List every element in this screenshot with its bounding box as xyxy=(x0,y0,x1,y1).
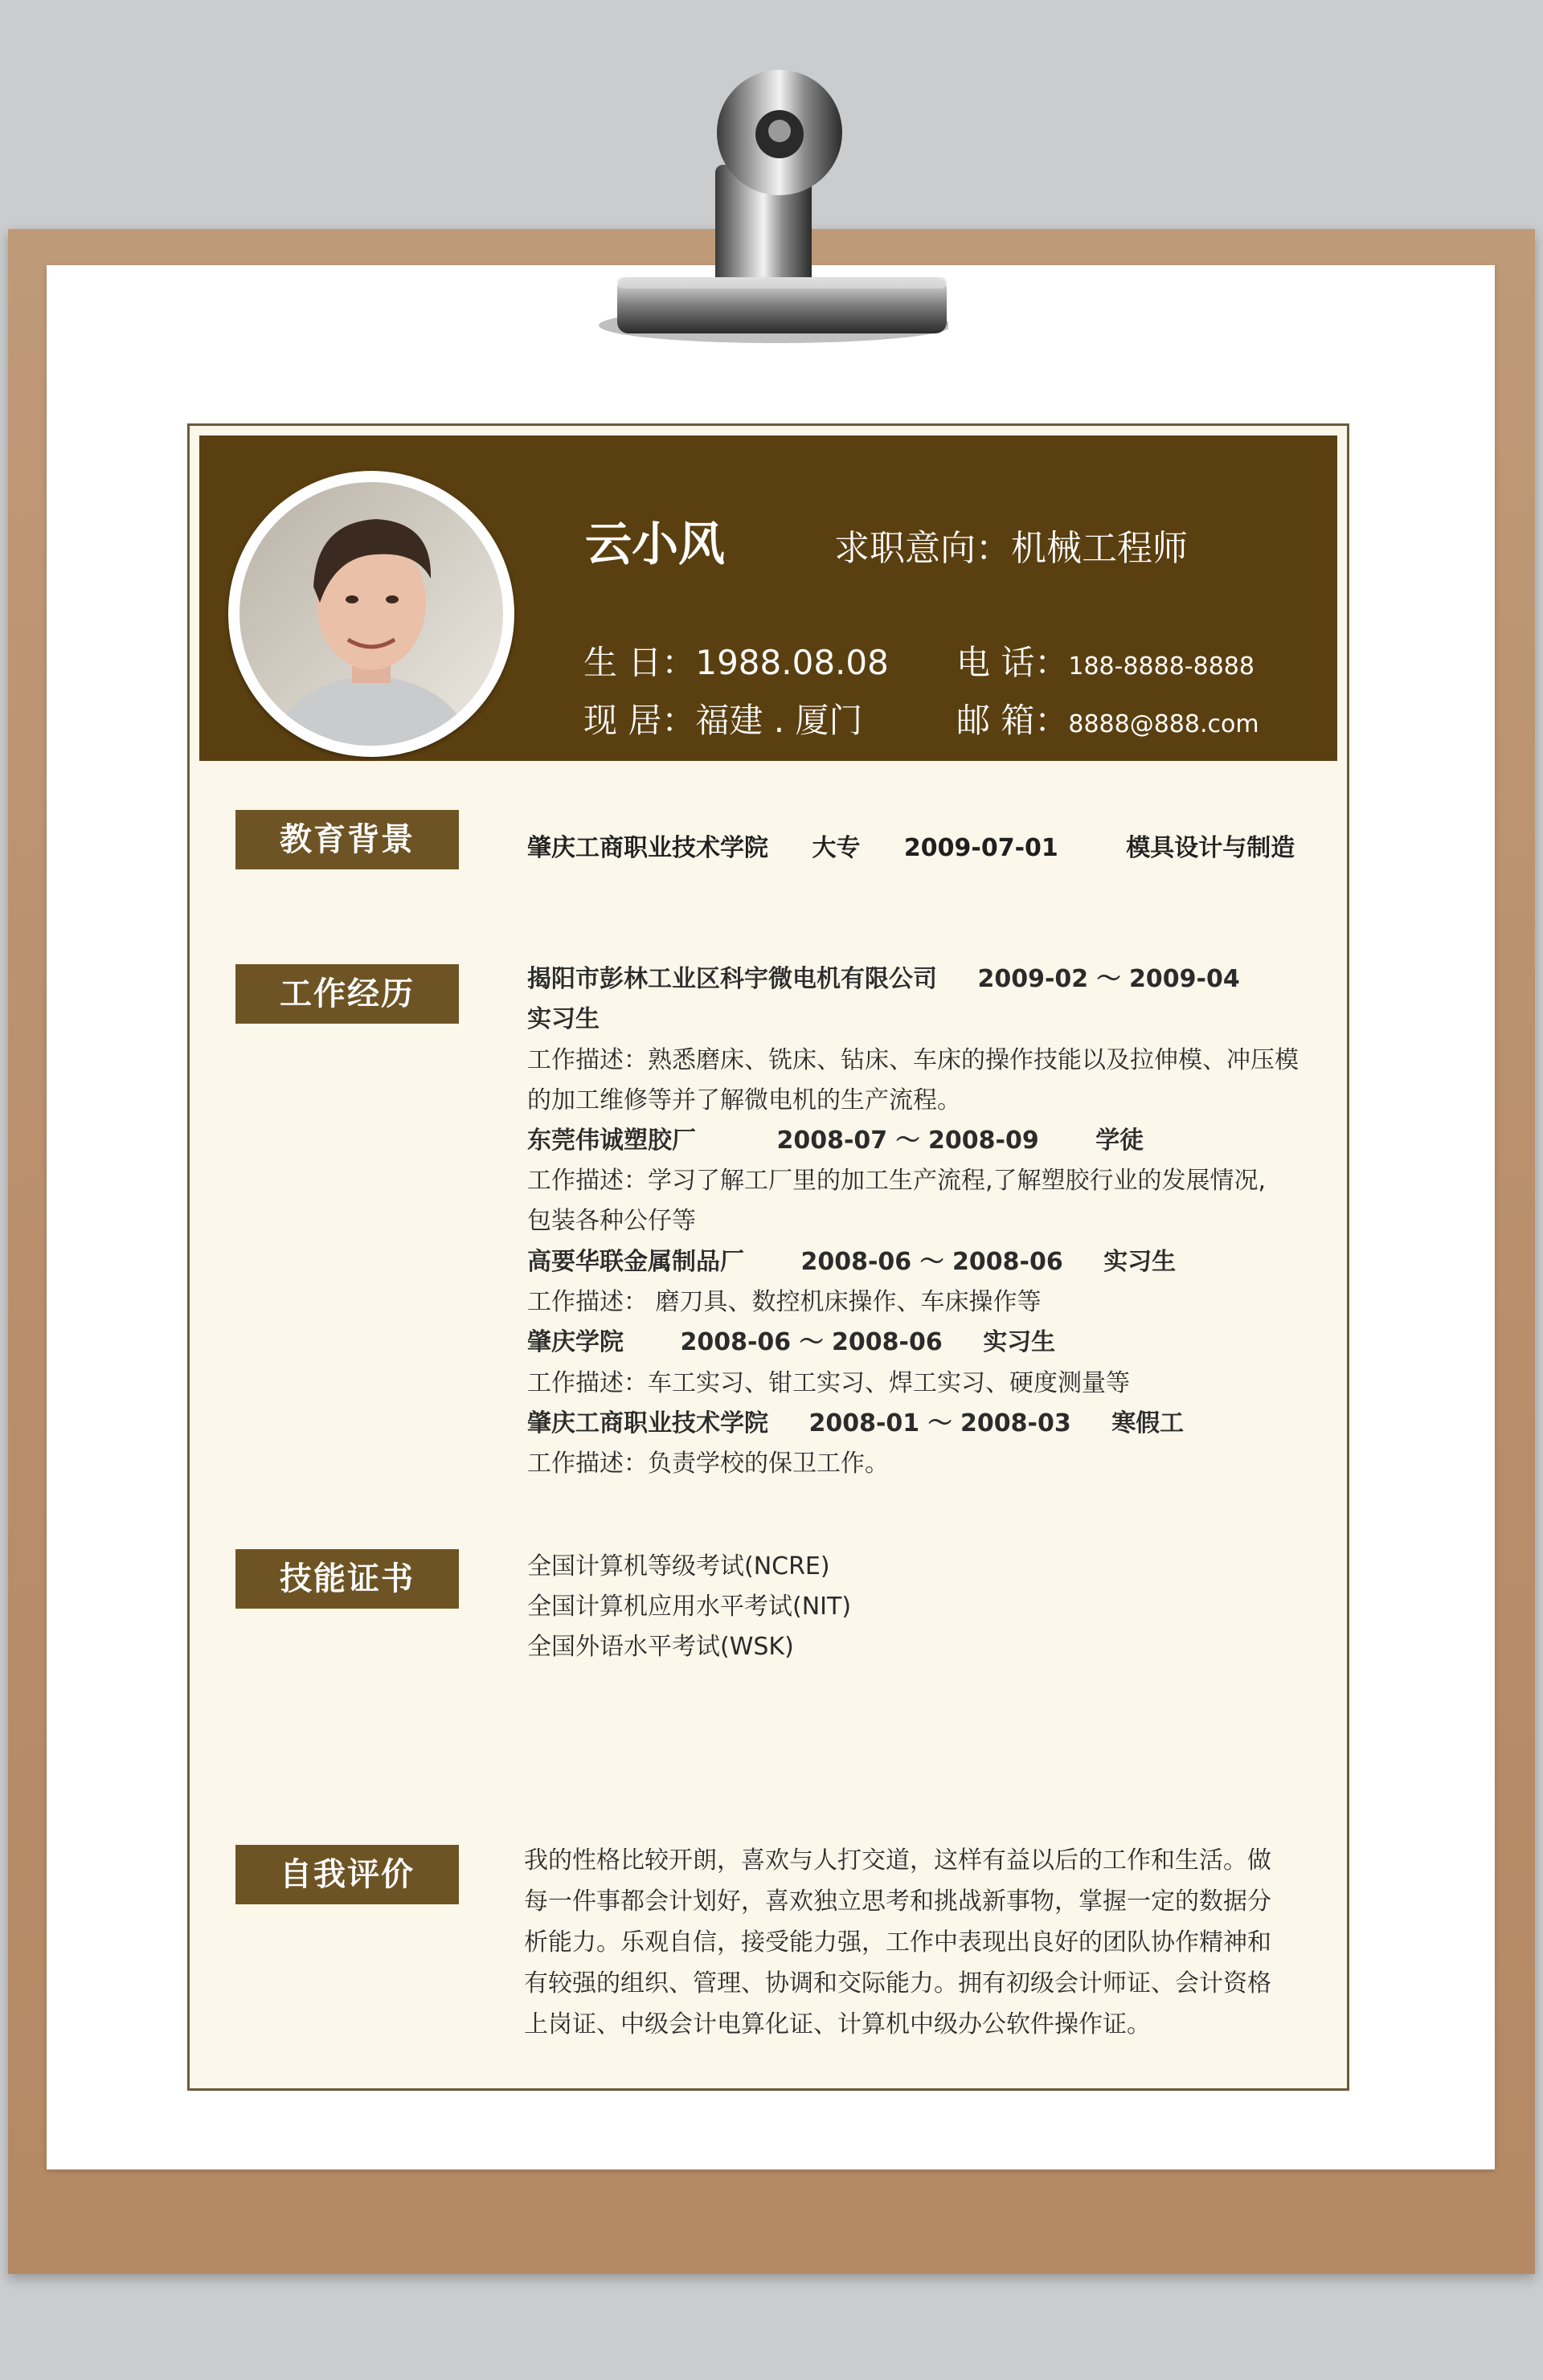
job-desc-line: 工作描述：学习了解工厂里的加工生产流程,了解塑胶行业的发展情况, xyxy=(527,1167,1267,1195)
job-company: 揭阳市彭林工业区科宇微电机有限公司 xyxy=(527,965,937,993)
avatar-photo xyxy=(239,482,503,746)
job-heading xyxy=(527,1322,1055,1357)
job-company: 肇庆学院 xyxy=(527,1328,624,1356)
self-eval-line: 上岗证、中级会计电算化证、计算机中级办公软件操作证。 xyxy=(524,2010,1151,2039)
education-date: 2009-07-01 xyxy=(903,834,1058,862)
birthday-value: 1988.08.08 xyxy=(695,643,889,682)
job-period: 2008-06 ～ 2008-06 xyxy=(680,1328,943,1356)
job-period: 2009-02 ～ 2009-04 xyxy=(977,965,1240,993)
job-heading xyxy=(527,1241,1176,1277)
self-eval-line: 每一件事都会计划好，喜欢独立思考和挑战新事物，掌握一定的数据分 xyxy=(524,1887,1271,1916)
email-value: 8888@888.com xyxy=(1068,710,1259,738)
job-role: 学徒 xyxy=(1095,1127,1144,1155)
job-desc-line: 包装各种公仔等 xyxy=(527,1207,696,1235)
candidate-name: 云小风 xyxy=(585,517,726,571)
birthday-row xyxy=(583,636,889,685)
section-self-title: 自我评价 xyxy=(235,1845,459,1904)
binder-clip-icon xyxy=(579,44,948,366)
section-education-title: 教育背景 xyxy=(235,810,459,869)
skill-item: 全国外语水平考试(WSK) xyxy=(527,1633,794,1661)
job-company: 高要华联金属制品厂 xyxy=(527,1248,744,1276)
job-period: 2008-07 ～ 2008-09 xyxy=(776,1127,1039,1155)
education-school: 肇庆工商职业技术学院 xyxy=(527,834,768,862)
email-row xyxy=(956,694,1259,742)
job-company: 肇庆工商职业技术学院 xyxy=(527,1409,768,1437)
job-heading xyxy=(527,959,1240,994)
self-eval-line: 析能力。乐观自信，接受能力强，工作中表现出良好的团队协作精神和 xyxy=(524,1928,1271,1957)
self-eval-line: 有较强的组织、管理、协调和交际能力。拥有初级会计师证、会计资格 xyxy=(524,1969,1271,1998)
job-heading xyxy=(527,1403,1184,1438)
job-period: 2008-06 ～ 2008-06 xyxy=(800,1248,1063,1276)
skill-item: 全国计算机等级考试(NCRE) xyxy=(527,1552,830,1581)
residence-value: 福建 . 厦门 xyxy=(695,701,863,740)
job-desc-line: 工作描述：熟悉磨床、铣床、钻床、车床的操作技能以及拉伸模、冲压模 xyxy=(527,1046,1299,1074)
phone-value: 188-8888-8888 xyxy=(1068,652,1254,681)
residence-label: 现 居： xyxy=(583,701,696,740)
section-work-title: 工作经历 xyxy=(235,964,459,1024)
job-desc-line: 工作描述： 磨刀具、数控机床操作、车床操作等 xyxy=(527,1288,1042,1316)
job-role: 实习生 xyxy=(983,1328,1056,1356)
job-company: 东莞伟诚塑胶厂 xyxy=(527,1127,696,1155)
section-skills-title: 技能证书 xyxy=(235,1549,459,1609)
job-period: 2008-01 ～ 2008-03 xyxy=(808,1409,1071,1437)
job-role: 寒假工 xyxy=(1111,1409,1185,1437)
job-desc-line: 的加工维修等并了解微电机的生产流程。 xyxy=(527,1086,961,1114)
job-role: 实习生 xyxy=(1103,1248,1177,1276)
education-row xyxy=(527,828,1295,863)
job-intent: 求职意向：机械工程师 xyxy=(834,528,1188,569)
resume-card xyxy=(187,423,1349,2091)
education-degree: 大专 xyxy=(812,834,861,862)
residence-row xyxy=(583,694,862,742)
job-heading xyxy=(527,1120,1144,1155)
phone-label: 电 话： xyxy=(956,643,1069,682)
self-eval-line: 我的性格比较开朗，喜欢与人打交道，这样有益以后的工作和生活。做 xyxy=(524,1846,1271,1875)
job-desc-line: 工作描述：车工实习、钳工实习、焊工实习、硬度测量等 xyxy=(527,1369,1130,1397)
skill-item: 全国计算机应用水平考试(NIT) xyxy=(527,1593,852,1621)
job-desc-line: 工作描述：负责学校的保卫工作。 xyxy=(527,1450,889,1478)
education-major: 模具设计与制造 xyxy=(1126,834,1295,862)
email-label: 邮 箱： xyxy=(956,701,1069,740)
resume-header xyxy=(199,436,1337,761)
phone-row xyxy=(956,636,1254,685)
birthday-label: 生 日： xyxy=(583,643,696,682)
avatar xyxy=(228,471,514,757)
job-role: 实习生 xyxy=(527,1005,600,1033)
